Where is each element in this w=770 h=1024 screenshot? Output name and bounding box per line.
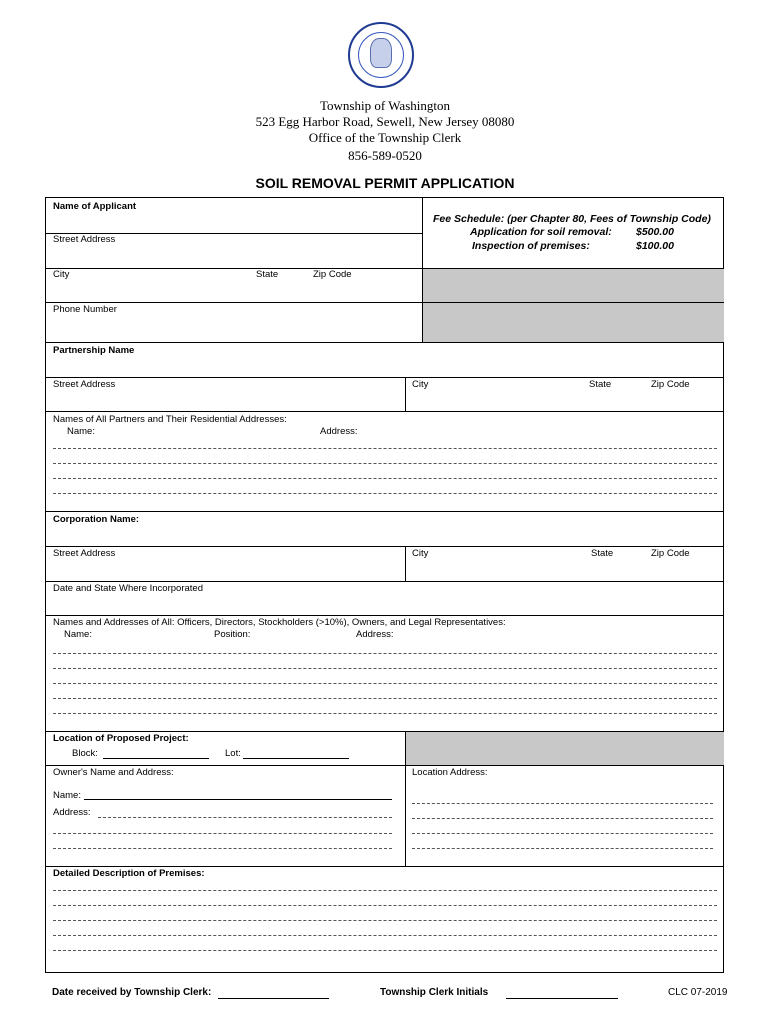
applicant-phone-label: Phone Number <box>53 304 117 315</box>
inspection-fee-amount: $100.00 <box>636 240 674 252</box>
partners-name-col: Name: <box>67 426 95 437</box>
applicant-state-label: State <box>256 269 279 280</box>
row-divider <box>46 511 724 512</box>
clerk-initials-label: Township Clerk Initials <box>380 987 489 998</box>
form-code: CLC 07-2019 <box>668 987 728 998</box>
partners-list-label: Names of All Partners and Their Residential Addresses: <box>53 414 287 425</box>
fill-line <box>98 817 392 818</box>
corporation-name-label: Corporation Name: <box>53 514 140 525</box>
township-seal <box>348 22 414 88</box>
date-received-label: Date received by Township Clerk: <box>52 987 212 998</box>
shaded-box <box>422 302 724 342</box>
column-divider <box>405 377 406 411</box>
row-divider <box>46 615 724 616</box>
lot-field[interactable] <box>243 758 349 759</box>
fill-line <box>53 698 717 699</box>
officers-name-col: Name: <box>64 629 92 640</box>
column-divider <box>405 546 406 581</box>
clerk-initials-field[interactable] <box>506 998 618 999</box>
row-divider <box>46 731 724 732</box>
soil-fee-amount: $500.00 <box>636 226 674 238</box>
fill-line <box>53 463 717 464</box>
column-divider <box>422 198 423 342</box>
shaded-box <box>422 268 724 302</box>
fill-line <box>412 818 713 819</box>
lot-label: Lot: <box>225 748 241 759</box>
column-divider <box>405 731 406 866</box>
fill-line <box>53 905 717 906</box>
block-field[interactable] <box>103 758 209 759</box>
date-received-field[interactable] <box>218 998 329 999</box>
fill-line <box>53 920 717 921</box>
corporation-state-label: State <box>591 548 614 559</box>
location-title: Location of Proposed Project: <box>53 733 189 744</box>
fill-line <box>53 493 717 494</box>
applicant-zip-label: Zip Code <box>313 269 352 280</box>
partnership-zip-label: Zip Code <box>651 379 690 390</box>
fill-line <box>412 848 713 849</box>
row-divider <box>46 342 724 343</box>
soil-fee-label: Application for soil removal: <box>470 226 612 238</box>
township-address: 523 Egg Harbor Road, Sewell, New Jersey 08080 <box>255 114 515 129</box>
partnership-city-label: City <box>412 379 429 390</box>
officers-position-col: Position: <box>214 629 251 640</box>
permit-form <box>45 197 724 973</box>
fill-line <box>412 803 713 804</box>
fill-line <box>53 668 717 669</box>
partnership-state-label: State <box>589 379 612 390</box>
block-label: Block: <box>72 748 98 759</box>
officers-address-col: Address: <box>356 629 394 640</box>
row-divider <box>46 581 724 582</box>
corporation-city-label: City <box>412 548 429 559</box>
officers-list-label: Names and Addresses of All: Officers, Directors, Stockholders (>10%), Owners, and Legal Representatives: <box>53 617 506 628</box>
fill-line <box>53 448 717 449</box>
owner-label: Owner's Name and Address: <box>53 767 174 778</box>
office-name: Office of the Township Clerk <box>308 130 462 145</box>
partners-address-col: Address: <box>320 426 358 437</box>
row-divider <box>46 377 724 378</box>
corporation-street-label: Street Address <box>53 548 116 559</box>
fill-line <box>53 653 717 654</box>
fill-line <box>412 833 713 834</box>
township-name: Township of Washington <box>320 98 450 113</box>
fee-schedule: Fee Schedule: (per Chapter 80, Fees of Township Code) <box>433 213 711 225</box>
owner-name-label: Name: <box>53 790 81 801</box>
seal-figure <box>370 38 392 68</box>
fill-line <box>53 683 717 684</box>
office-phone: 856-589-0520 <box>348 148 422 163</box>
fill-line <box>53 935 717 936</box>
row-divider <box>46 546 724 547</box>
row-divider <box>46 268 724 269</box>
row-divider <box>46 866 724 867</box>
applicant-city-label: City <box>53 269 70 280</box>
fill-line <box>53 848 392 849</box>
incorporated-label: Date and State Where Incorporated <box>53 583 203 594</box>
owner-name-field[interactable] <box>84 799 392 800</box>
form-title: SOIL REMOVAL PERMIT APPLICATION <box>255 175 515 191</box>
owner-address-label: Address: <box>53 807 91 818</box>
fill-line <box>53 478 717 479</box>
partnership-street-label: Street Address <box>53 379 116 390</box>
location-address-label: Location Address: <box>412 767 488 778</box>
fill-line <box>53 890 717 891</box>
description-label: Detailed Description of Premises: <box>53 868 205 879</box>
row-divider <box>46 302 724 303</box>
fill-line <box>53 950 717 951</box>
row-divider <box>46 411 724 412</box>
inspection-fee-label: Inspection of premises: <box>472 240 590 252</box>
fill-line <box>53 833 392 834</box>
corporation-zip-label: Zip Code <box>651 548 690 559</box>
shaded-box <box>405 731 724 765</box>
partnership-name-label: Partnership Name <box>53 345 135 356</box>
applicant-name-label: Name of Applicant <box>53 201 137 212</box>
row-divider <box>46 765 724 766</box>
applicant-street-label: Street Address <box>53 234 116 245</box>
fill-line <box>53 713 717 714</box>
